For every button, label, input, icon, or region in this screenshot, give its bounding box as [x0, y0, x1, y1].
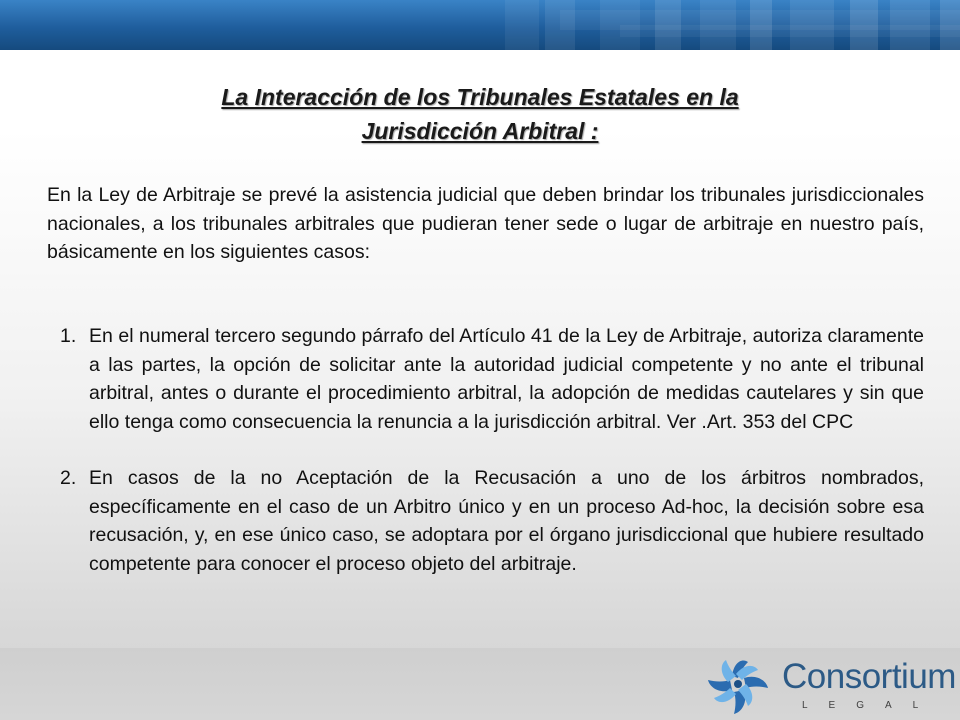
slide-title-line-2: Jurisdicción Arbitral : [361, 118, 599, 144]
logo-wordmark: Consortium [782, 657, 956, 696]
slide-title [0, 80, 960, 148]
intro-paragraph: En la Ley de Arbitraje se prevé la asistencia judicial que deben brindar los tribunales jurisdiccionales nacionales, a los tribunales arbitrales que pudieran tener sede o lugar de arbitraje en nuestro país, básicamente en los siguientes casos: [47, 184, 924, 263]
header-bar [0, 0, 960, 50]
consortium-logo [700, 650, 956, 718]
logo-subtitle: LEGAL [802, 700, 940, 711]
consortium-logo-icon [700, 650, 780, 718]
list-item-number: 1. [60, 325, 77, 347]
list-item [47, 322, 924, 436]
list-item-text: En el numeral tercero segundo párrafo del Artículo 41 de la Ley de Arbitraje, autoriza claramente a las partes, la opción de solicitar ante la autoridad judicial competente y no ante el tribunal arbitral, antes o durante el procedimiento arbitral, la adopción de medidas cautelares y sin que ello tenga como consecuencia la renuncia a la jurisdicción arbitral. Ver .Art. 353 del CPC [89, 325, 924, 433]
header-decoration [0, 0, 960, 50]
list-item-number: 2. [60, 467, 77, 489]
list-item-text: En casos de la no Aceptación de la Recusación a uno de los árbitros nombrados, específicamente en el caso de un Arbitro único y en un proceso Ad-hoc, la decisión sobre esa recusación, y, en ese único caso, se adoptara por el órgano jurisdiccional que hubiere resultado competente para conocer el proceso objeto del arbitraje. [89, 467, 924, 575]
case-list [47, 322, 924, 606]
list-item [47, 464, 924, 578]
slide-title-line-1: La Interacción de los Tribunales Estatales en la [221, 84, 739, 110]
